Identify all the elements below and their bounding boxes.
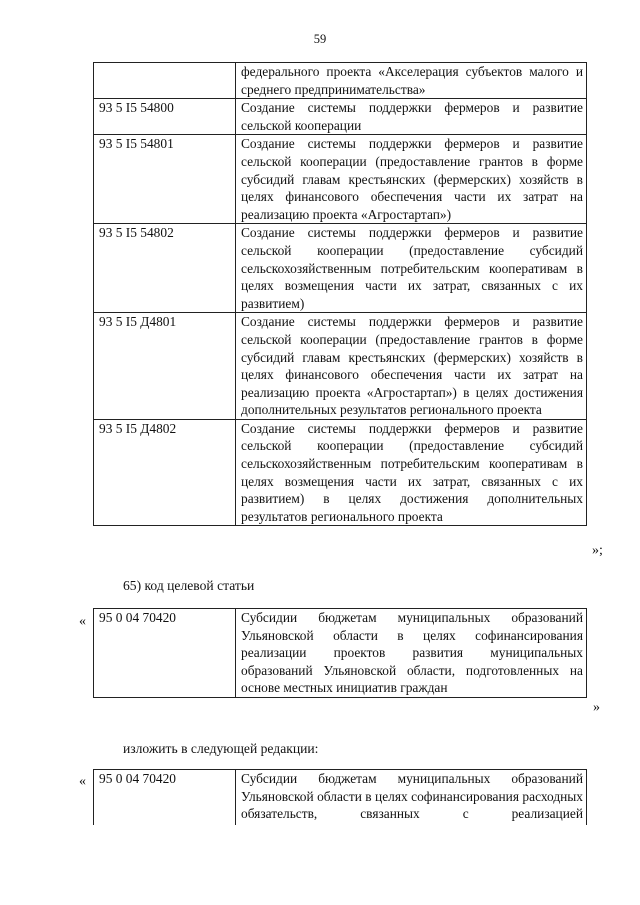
table-row bbox=[94, 609, 587, 698]
table-row bbox=[94, 770, 587, 826]
closing-quote-mark: »; bbox=[592, 543, 603, 558]
amendment-paragraph: 65) код целевой статьи bbox=[123, 578, 255, 593]
table-row bbox=[94, 224, 587, 313]
code-cell: 93 5 I5 54801 bbox=[94, 135, 236, 224]
description-cell: Создание системы поддержки фермеров и развитие сельской кооперации bbox=[236, 99, 587, 135]
table-row bbox=[94, 99, 587, 135]
description-cell: Создание системы поддержки фермеров и развитие сельской кооперации (предоставление субсидий сельскохозяйственным потребительским кооперативам в целях возмещения части их затрат, связанных с их развитием) в целях достижения дополнительных результатов регионального проекта bbox=[236, 419, 587, 526]
description-cell: федерального проекта «Акселерация субъектов малого и среднего предпринимательства» bbox=[236, 63, 587, 99]
opening-quote-mark: « bbox=[79, 774, 86, 789]
code-cell: 93 5 I5 Д4802 bbox=[94, 419, 236, 526]
code-cell: 93 5 I5 Д4801 bbox=[94, 313, 236, 420]
description-cell: Создание системы поддержки фермеров и развитие сельской кооперации (предоставление грантов в форме субсидий главам крестьянских (фермерских) хозяйств в целях финансового обеспечения части их затрат на реализацию проекта «Агростартап») в целях достижения дополнительных результатов регионального проекта bbox=[236, 313, 587, 420]
code-cell: 93 5 I5 54800 bbox=[94, 99, 236, 135]
edit-instruction: изложить в следующей редакции: bbox=[123, 741, 319, 756]
description-cell: Создание системы поддержки фермеров и развитие сельской кооперации (предоставление субсидий сельскохозяйственным потребительским кооперативам в целях возмещения части их затрат, связанных с их развитием) bbox=[236, 224, 587, 313]
description-cell: Создание системы поддержки фермеров и развитие сельской кооперации (предоставление грантов в форме субсидий главам крестьянских (фермерских) хозяйств в целях финансового обеспечения части их затрат на реализацию проекта «Агростартап») bbox=[236, 135, 587, 224]
current-wording-table bbox=[93, 608, 587, 698]
closing-quote-mark: » bbox=[593, 700, 600, 715]
new-wording-table bbox=[93, 769, 587, 825]
table-row bbox=[94, 63, 587, 99]
table-row bbox=[94, 135, 587, 224]
code-cell: 95 0 04 70420 bbox=[94, 770, 236, 826]
code-cell: 93 5 I5 54802 bbox=[94, 224, 236, 313]
page-number: 59 bbox=[313, 32, 327, 46]
table-row bbox=[94, 313, 587, 420]
code-cell: 95 0 04 70420 bbox=[94, 609, 236, 698]
target-article-table bbox=[93, 62, 587, 526]
table-row bbox=[94, 419, 587, 526]
description-cell: Субсидии бюджетам муниципальных образований Ульяновской области в целях софинансирования расходных обязательств, связанных с реализацией bbox=[236, 770, 587, 826]
code-cell bbox=[94, 63, 236, 99]
new-wording-table-clip bbox=[90, 769, 590, 825]
opening-quote-mark: « bbox=[79, 614, 86, 629]
description-cell: Субсидии бюджетам муниципальных образований Ульяновской области в целях софинансирования реализации проектов развития муниципальных образований Ульяновской области, подготовленных на основе местных инициатив граждан bbox=[236, 609, 587, 698]
